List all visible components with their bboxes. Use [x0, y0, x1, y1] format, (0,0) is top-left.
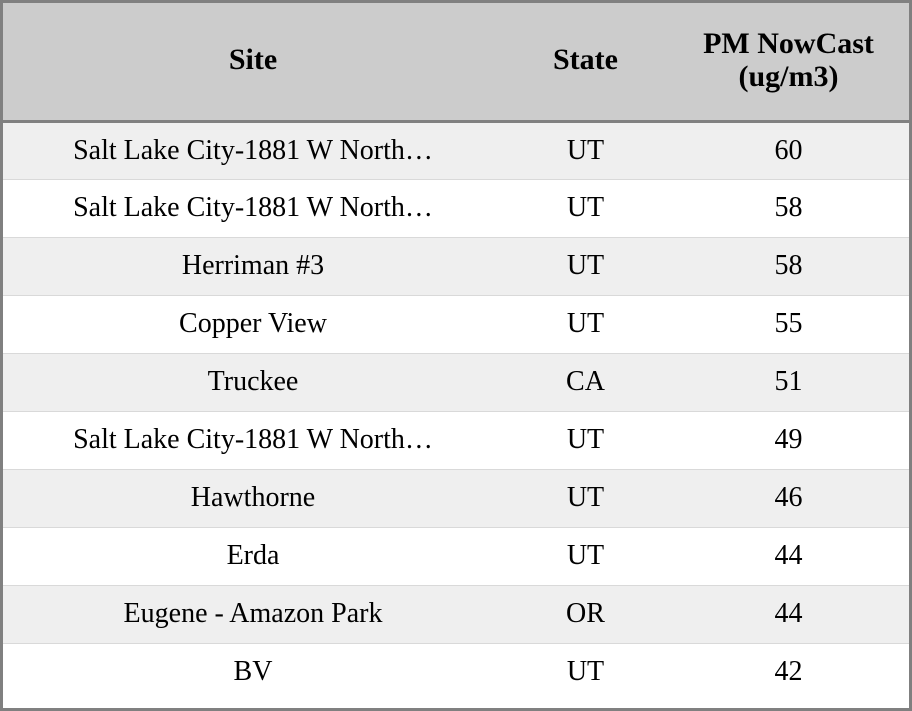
cell-value: 46: [668, 469, 909, 527]
cell-value: 58: [668, 179, 909, 237]
cell-site: Hawthorne: [3, 469, 503, 527]
cell-state: UT: [503, 411, 668, 469]
pm-nowcast-table: [3, 3, 909, 701]
table-row: [3, 643, 909, 701]
column-header-site: Site: [3, 3, 503, 121]
cell-site: BV: [233, 656, 273, 688]
table-row: [3, 411, 909, 469]
column-header-pm-nowcast: PM NowCast (ug/m3): [668, 3, 909, 121]
table-body: [3, 121, 909, 701]
cell-value: 55: [668, 295, 909, 353]
cell-site: Eugene - Amazon Park: [3, 585, 503, 643]
table-row: [3, 237, 909, 295]
cell-site: Erda: [3, 527, 503, 585]
cell-state: UT: [503, 179, 668, 237]
cell-site: Salt Lake City-1881 W North…: [3, 179, 503, 237]
cell-site: Copper View: [3, 295, 503, 353]
table-header: [3, 3, 909, 121]
table-row: [3, 179, 909, 237]
cell-value: 58: [668, 237, 909, 295]
cell-site: Salt Lake City-1881 W North…: [3, 121, 503, 179]
cell-value: 42: [774, 656, 803, 688]
cell-value: 51: [668, 353, 909, 411]
table-row: [3, 121, 909, 179]
cell-state: UT: [503, 237, 668, 295]
table-header-row: [3, 3, 909, 121]
column-header-state: State: [503, 3, 668, 121]
cell-state: UT: [566, 656, 605, 688]
cell-state: OR: [503, 585, 668, 643]
cell-state: UT: [503, 121, 668, 179]
table-row: [3, 353, 909, 411]
cell-state: UT: [503, 527, 668, 585]
cell-site: Herriman #3: [3, 237, 503, 295]
cell-state: UT: [503, 469, 668, 527]
table-row: [3, 469, 909, 527]
cell-value: 60: [668, 121, 909, 179]
cell-value: 44: [668, 527, 909, 585]
cell-site: Salt Lake City-1881 W North…: [3, 411, 503, 469]
table-row: [3, 295, 909, 353]
cell-site: Truckee: [3, 353, 503, 411]
table-row: [3, 527, 909, 585]
cell-value: 49: [668, 411, 909, 469]
cell-value: 44: [668, 585, 909, 643]
cell-state: CA: [503, 353, 668, 411]
table-row: [3, 585, 909, 643]
cell-state: UT: [503, 295, 668, 353]
